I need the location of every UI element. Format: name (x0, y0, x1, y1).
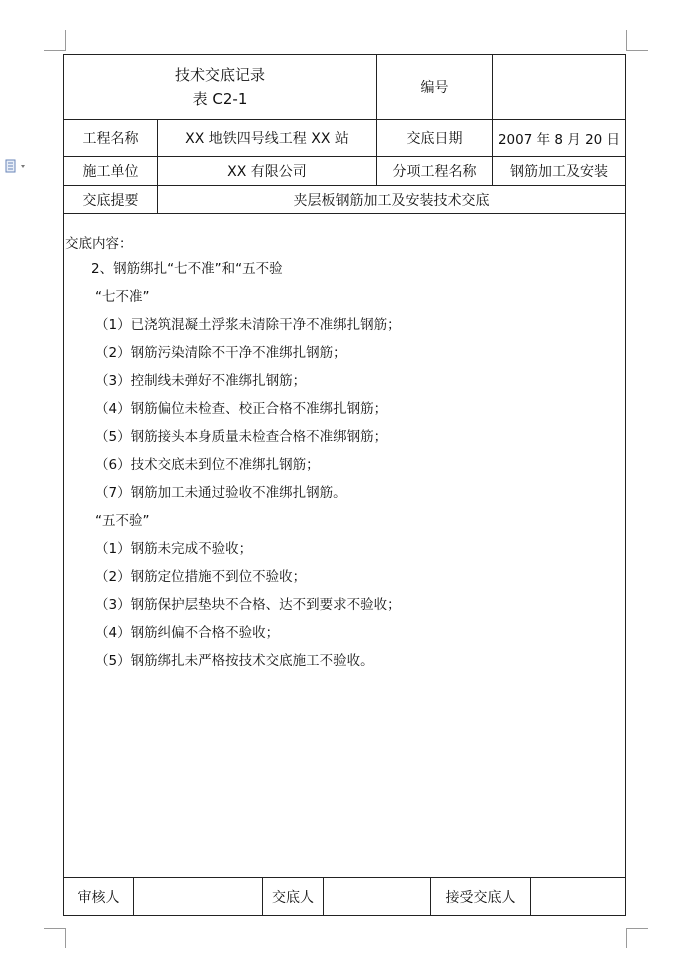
content-line: （3）控制线未弹好不准绑扎钢筋； (95, 373, 307, 389)
crop-mark (626, 30, 627, 50)
crop-mark (626, 928, 648, 929)
project-name-label: 工程名称 (82, 131, 139, 147)
content-line: “七不准” (95, 289, 150, 305)
content-line: （2）钢筋定位措施不到位不验收； (95, 569, 307, 585)
content-line: （2）钢筋污染清除不干净不准绑扎钢筋； (95, 345, 347, 361)
date-value[interactable]: 2007 年 8 月 20 日 (497, 132, 621, 148)
presenter-field[interactable] (324, 878, 430, 915)
presenter-label: 交底人 (272, 889, 314, 906)
content-line: （1）已浇筑混凝土浮浆未清除干净不准绑扎钢筋； (95, 317, 401, 333)
form-title: 技术交底记录 (174, 66, 265, 84)
subproject-label: 分项工程名称 (392, 164, 477, 180)
content-heading: 交底内容： (65, 236, 133, 252)
subproject-value[interactable]: 钢筋加工及安装 (510, 164, 608, 180)
form-title-block (64, 55, 376, 119)
content-line: （5）钢筋接头本身质量未检查合格不准绑钢筋； (95, 429, 388, 445)
summary-label: 交底提要 (82, 192, 139, 209)
crop-mark (626, 928, 627, 948)
crop-mark (626, 50, 648, 51)
receiver-label: 接受交底人 (445, 889, 516, 906)
content-line: （7）钢筋加工未通过验收不准绑扎钢筋。 (95, 485, 347, 501)
unit-value[interactable]: XX 有限公司 (227, 164, 307, 180)
summary-value[interactable]: 夹层板钢筋加工及安装技术交底 (293, 192, 490, 209)
document-icon[interactable] (4, 158, 32, 172)
content-line: 2、钢筋绑扎“七不准”和“五不验 (91, 261, 283, 277)
content-line: （6）技术交底未到位不准绑扎钢筋； (95, 457, 320, 473)
number-value[interactable] (493, 55, 625, 119)
unit-label: 施工单位 (82, 164, 139, 180)
form-table-number: 表 C2-1 (192, 90, 248, 108)
reviewer-field[interactable] (134, 878, 262, 915)
content-line: （1）钢筋未完成不验收； (95, 541, 253, 557)
content-line: （5）钢筋绑扎未严格按技术交底施工不验收。 (95, 653, 374, 669)
content-line: “五不验” (95, 513, 150, 529)
number-label: 编号 (420, 80, 449, 96)
content-line: （4）钢筋纠偏不合格不验收； (95, 625, 280, 641)
crop-mark (44, 50, 66, 51)
content-line: （3）钢筋保护层垫块不合格、达不到要求不验收； (95, 597, 401, 613)
crop-mark (65, 30, 66, 50)
reviewer-label: 审核人 (77, 889, 120, 906)
receiver-field[interactable] (531, 878, 625, 915)
date-label: 交底日期 (406, 131, 463, 147)
table-row-divider (63, 213, 626, 214)
content-line: （4）钢筋偏位未检查、校正合格不准绑扎钢筋； (95, 401, 388, 417)
crop-mark (44, 928, 66, 929)
project-name-value[interactable]: XX 地铁四号线工程 XX 站 (185, 131, 349, 147)
crop-mark (65, 928, 66, 948)
